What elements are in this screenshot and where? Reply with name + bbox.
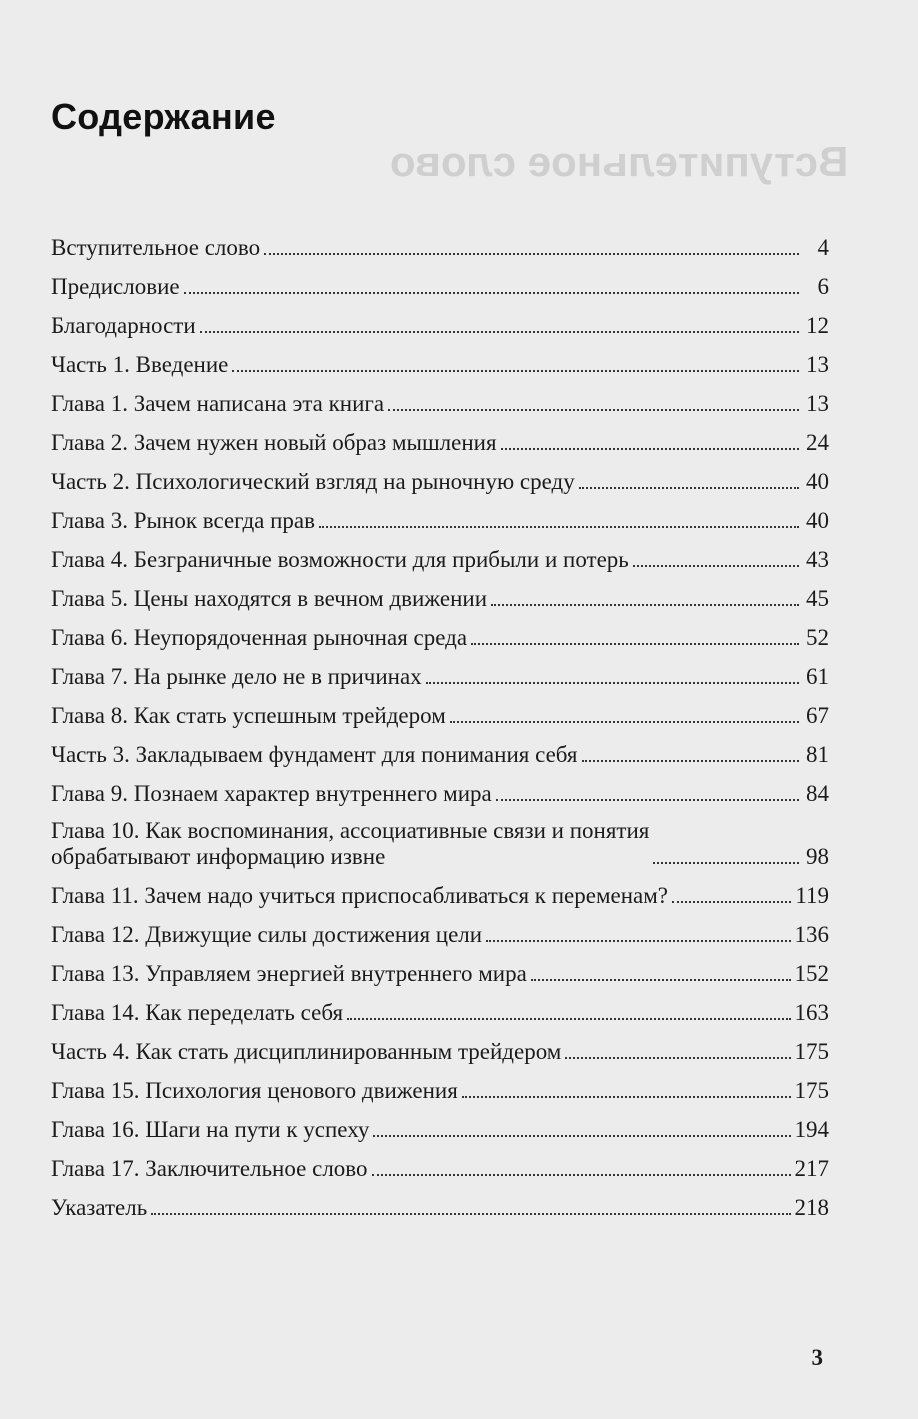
dot-leader: [264, 253, 799, 255]
toc-entry-title: Глава 3. Рынок всегда прав: [51, 508, 315, 533]
toc-entry-page: 84: [806, 781, 829, 806]
toc-entry-title: Часть 1. Введение: [51, 352, 229, 377]
toc-entry-title-line1: Глава 10. Как воспоминания, ассоциативные связи и понятия: [51, 818, 650, 843]
page-title: Содержание: [51, 96, 276, 137]
toc-entry-title: Глава 15. Психология ценового движения: [51, 1078, 458, 1103]
dot-leader: [462, 1096, 791, 1098]
toc-entry-page: 52: [806, 625, 829, 650]
dot-leader: [184, 292, 799, 294]
dot-leader: [471, 643, 799, 645]
dot-leader: [501, 448, 799, 450]
toc-entry: [51, 807, 829, 870]
table-of-contents: [51, 222, 829, 1221]
dot-leader: [653, 862, 799, 864]
toc-entry-page: 43: [806, 547, 829, 572]
toc-entry: [51, 1026, 829, 1065]
toc-entry: [51, 1143, 829, 1182]
toc-entry: [51, 495, 829, 534]
toc-entry-title: Глава 6. Неупорядоченная рыночная среда: [51, 625, 468, 650]
dot-leader: [347, 1018, 790, 1020]
dot-leader: [151, 1213, 790, 1215]
dot-leader: [200, 331, 799, 333]
toc-entry-title: Глава 9. Познаем характер внутреннего мира: [51, 781, 492, 806]
toc-entry: [51, 948, 829, 987]
toc-entry: [51, 456, 829, 495]
toc-entry: [51, 573, 829, 612]
toc-entry: [51, 1182, 829, 1221]
toc-entry-page: 61: [806, 664, 829, 689]
toc-entry-title: Глава 11. Зачем надо учиться приспосабливаться к переменам?: [51, 883, 668, 908]
dot-leader: [633, 565, 799, 567]
toc-entry-title: Часть 2. Психологический взгляд на рыночную среду: [51, 469, 575, 494]
toc-entry-title: Предисловие: [51, 274, 180, 299]
toc-entry: [51, 768, 829, 807]
toc-entry-title: Вступительное слово: [51, 235, 261, 260]
toc-entry-page: 45: [806, 586, 829, 611]
toc-entry: [51, 300, 829, 339]
toc-entry-page: 13: [806, 391, 829, 416]
toc-entry-title: Часть 4. Как стать дисциплинированным трейдером: [51, 1039, 562, 1064]
toc-entry: [51, 339, 829, 378]
toc-entry-title: Глава 16. Шаги на пути к успеху: [51, 1117, 370, 1142]
dot-leader: [426, 682, 799, 684]
toc-entry-title: Глава 12. Движущие силы достижения цели: [51, 922, 483, 947]
toc-entry: [51, 378, 829, 417]
toc-entry-title: Глава 2. Зачем нужен новый образ мышления: [51, 430, 497, 455]
toc-entry-title: [51, 818, 649, 870]
toc-entry-page: 136: [794, 922, 829, 947]
toc-entry-title: Глава 13. Управляем энергией внутреннего мира: [51, 961, 527, 986]
toc-entry: [51, 909, 829, 948]
toc-entry-page: 98: [806, 844, 829, 869]
toc-entry-page: 24: [806, 430, 829, 455]
toc-entry: [51, 651, 829, 690]
toc-entry-page: 163: [794, 1000, 829, 1025]
toc-entry-page: 13: [806, 352, 829, 377]
toc-entry-title: Глава 17. Заключительное слово: [51, 1156, 368, 1181]
toc-entry-title: Указатель: [51, 1195, 148, 1220]
dot-leader: [319, 526, 799, 528]
bleed-through-title: Вступительное слово: [389, 138, 848, 185]
toc-entry-title: Благодарности: [51, 313, 196, 338]
toc-entry-page: 67: [806, 703, 829, 728]
toc-entry-title: Глава 4. Безграничные возможности для прибыли и потерь: [51, 547, 629, 572]
toc-entry-page: 175: [794, 1039, 829, 1064]
toc-entry-page: 40: [806, 508, 829, 533]
dot-leader: [372, 1174, 791, 1176]
toc-entry-title: Глава 1. Зачем написана эта книга: [51, 391, 385, 416]
toc-entry: [51, 222, 829, 261]
toc-entry-title: Часть 3. Закладываем фундамент для понимания себя: [51, 742, 578, 767]
toc-entry-title: Глава 5. Цены находятся в вечном движении: [51, 586, 488, 611]
dot-leader: [373, 1135, 790, 1137]
dot-leader: [582, 760, 800, 762]
dot-leader: [496, 799, 799, 801]
toc-entry-page: 217: [794, 1156, 829, 1181]
dot-leader: [232, 370, 799, 372]
toc-entry-page: 12: [806, 313, 829, 338]
toc-entry-page: 152: [794, 961, 829, 986]
toc-entry: [51, 729, 829, 768]
toc-entry: [51, 1104, 829, 1143]
toc-entry-page: 175: [794, 1078, 829, 1103]
dot-leader: [531, 979, 791, 981]
toc-entry-page: 6: [817, 274, 829, 299]
toc-entry-page: 4: [817, 235, 829, 260]
dot-leader: [491, 604, 799, 606]
toc-entry: [51, 870, 829, 909]
toc-entry: [51, 612, 829, 651]
toc-entry: [51, 417, 829, 456]
toc-entry-page: 40: [806, 469, 829, 494]
toc-entry: [51, 261, 829, 300]
dot-leader: [565, 1057, 790, 1059]
dot-leader: [486, 940, 790, 942]
dot-leader: [388, 409, 799, 411]
toc-entry-page: 194: [794, 1117, 829, 1142]
toc-entry: [51, 690, 829, 729]
toc-entry-page: 119: [795, 883, 829, 908]
dot-leader: [672, 901, 791, 903]
toc-entry-title: Глава 14. Как переделать себя: [51, 1000, 344, 1025]
dot-leader: [450, 721, 799, 723]
dot-leader: [579, 487, 799, 489]
toc-entry: [51, 1065, 829, 1104]
toc-entry-page: 218: [794, 1195, 829, 1220]
toc-entry-page: 81: [806, 742, 829, 767]
page-number: 3: [811, 1345, 823, 1370]
toc-entry-title: Глава 8. Как стать успешным трейдером: [51, 703, 446, 728]
toc-entry-title: Глава 7. На рынке дело не в причинах: [51, 664, 422, 689]
toc-entry: [51, 987, 829, 1026]
toc-entry: [51, 534, 829, 573]
toc-entry-title-line2: обрабатывают информацию извне: [51, 844, 386, 869]
